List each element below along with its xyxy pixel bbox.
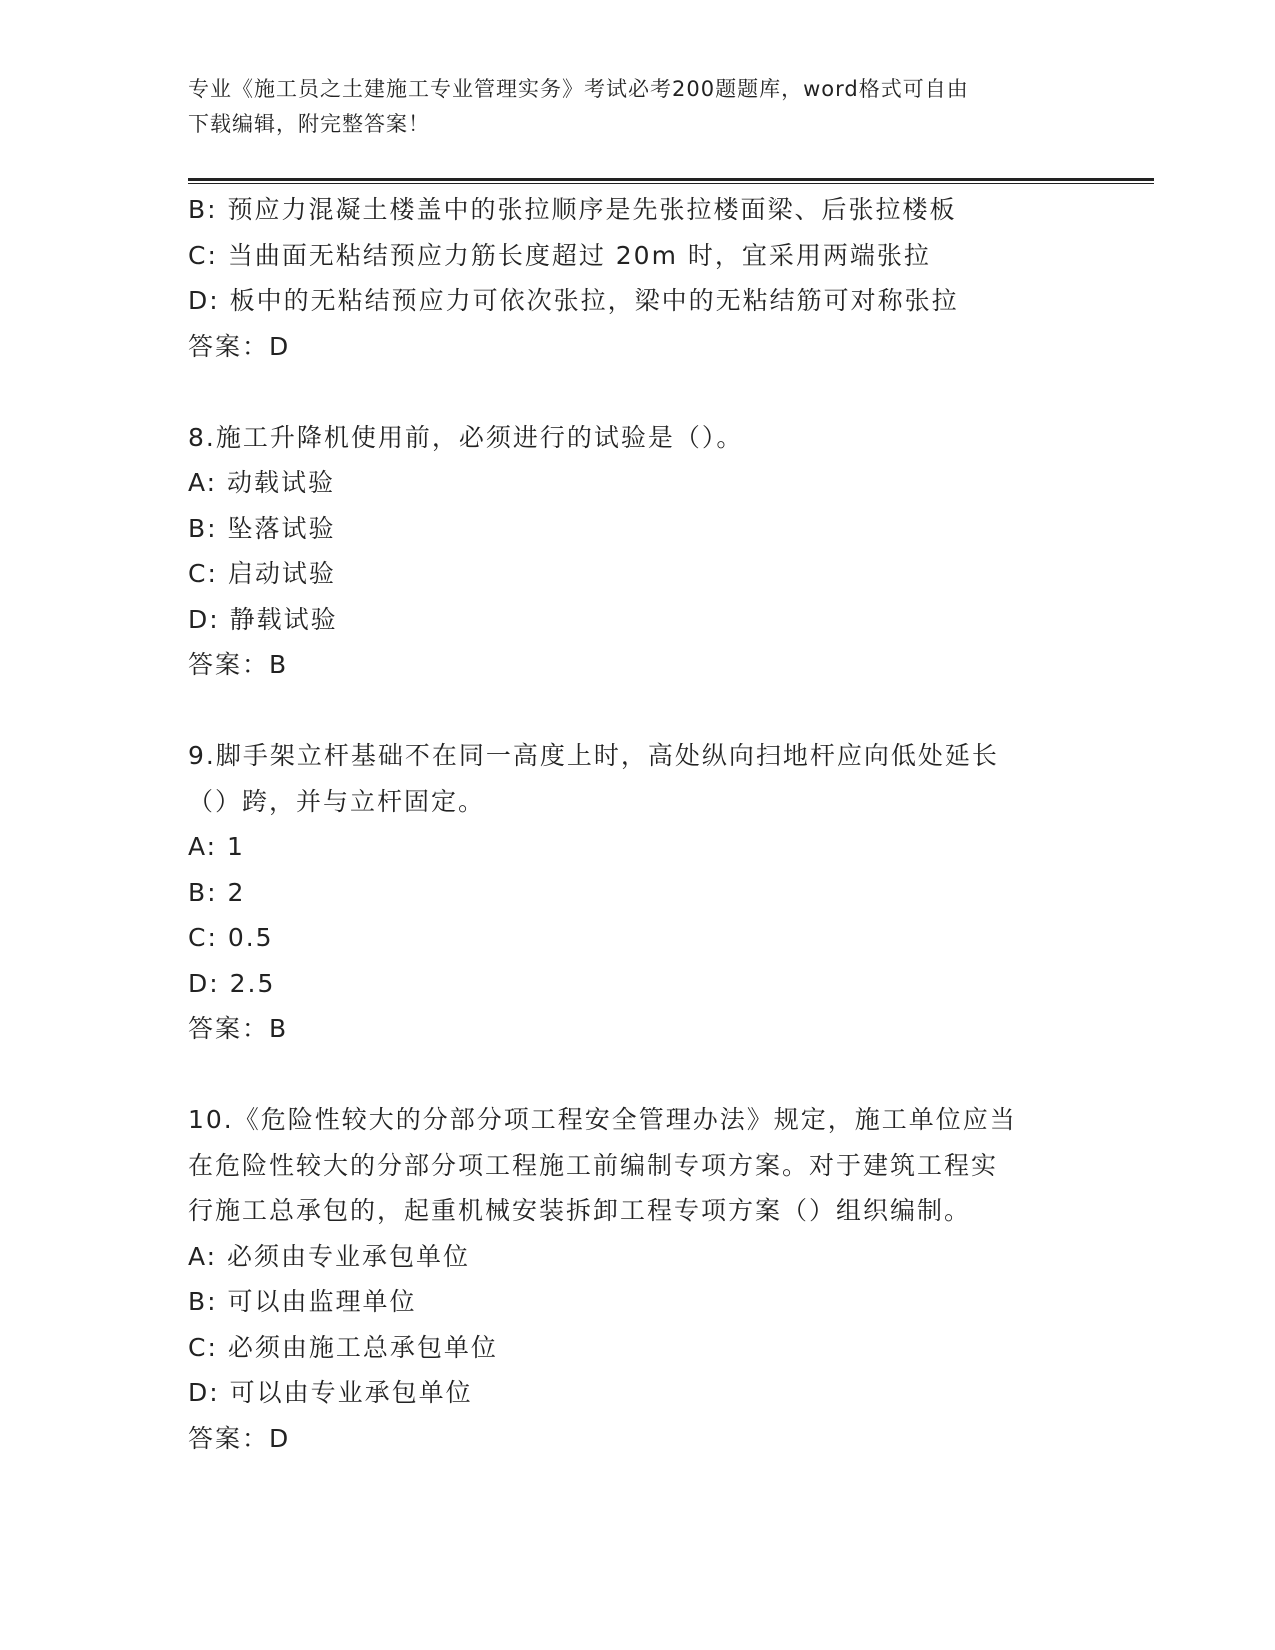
question-stem bbox=[188, 415, 1088, 461]
option-b: B: 可以由监理单位 bbox=[188, 1287, 417, 1316]
option-b: B: 坠落试验 bbox=[188, 513, 336, 543]
answer-line: 答案：D bbox=[188, 1423, 291, 1453]
answer-line: 答案：D bbox=[188, 331, 291, 361]
option-d: D: 可以由专业承包单位 bbox=[188, 1378, 473, 1407]
option-a: A: 动载试验 bbox=[188, 468, 336, 497]
question-stem-line: 在危险性较大的分部分项工程施工前编制专项方案。对于建筑工程实 bbox=[188, 1150, 999, 1180]
header-divider-thick bbox=[188, 178, 1154, 181]
header-divider-thin bbox=[188, 183, 1154, 184]
question-stem-line: 9.脚手架立杆基础不在同一高度上时，高处纵向扫地杆应向低处延长 bbox=[188, 741, 999, 770]
question-stem-line: 10.《危险性较大的分部分项工程安全管理办法》规定，施工单位应当 bbox=[188, 1105, 1017, 1134]
question-stem-line: 8.施工升降机使用前，必须进行的试验是（）。 bbox=[188, 422, 744, 452]
question-8 bbox=[188, 415, 1088, 688]
question-10 bbox=[188, 1097, 1088, 1461]
option-a: A: 1 bbox=[188, 832, 245, 861]
question-7-continued bbox=[188, 187, 1088, 369]
document-header bbox=[188, 72, 1068, 142]
option-c: C: 0.5 bbox=[188, 923, 274, 952]
question-stem bbox=[188, 1097, 1088, 1234]
option-b: B: 2 bbox=[188, 877, 246, 907]
option-c: C: 必须由施工总承包单位 bbox=[188, 1332, 498, 1362]
question-stem-line: 行施工总承包的，起重机械安装拆卸工程专项方案（）组织编制。 bbox=[188, 1196, 972, 1225]
option-a: A: 必须由专业承包单位 bbox=[188, 1241, 471, 1271]
option-c: C: 启动试验 bbox=[188, 559, 336, 588]
option-d: D: 静载试验 bbox=[188, 604, 338, 634]
question-9 bbox=[188, 733, 1088, 1052]
answer-line: 答案：B bbox=[188, 1014, 289, 1043]
option-c: C: 当曲面无粘结预应力筋长度超过 20m 时，宜采用两端张拉 bbox=[188, 240, 931, 270]
question-stem-line: （）跨，并与立杆固定。 bbox=[188, 786, 486, 816]
header-line: 下载编辑，附完整答案！ bbox=[188, 112, 430, 136]
option-d: D: 板中的无粘结预应力可依次张拉，梁中的无粘结筋可对称张拉 bbox=[188, 286, 959, 315]
question-stem bbox=[188, 733, 1088, 824]
option-d: D: 2.5 bbox=[188, 968, 276, 998]
option-b: B: 预应力混凝土楼盖中的张拉顺序是先张拉楼面梁、后张拉楼板 bbox=[188, 195, 957, 224]
answer-line: 答案：B bbox=[188, 650, 289, 679]
header-line: 专业《施工员之土建施工专业管理实务》考试必考200题题库，word格式可自由 bbox=[188, 77, 969, 101]
document-body bbox=[188, 187, 1088, 1461]
